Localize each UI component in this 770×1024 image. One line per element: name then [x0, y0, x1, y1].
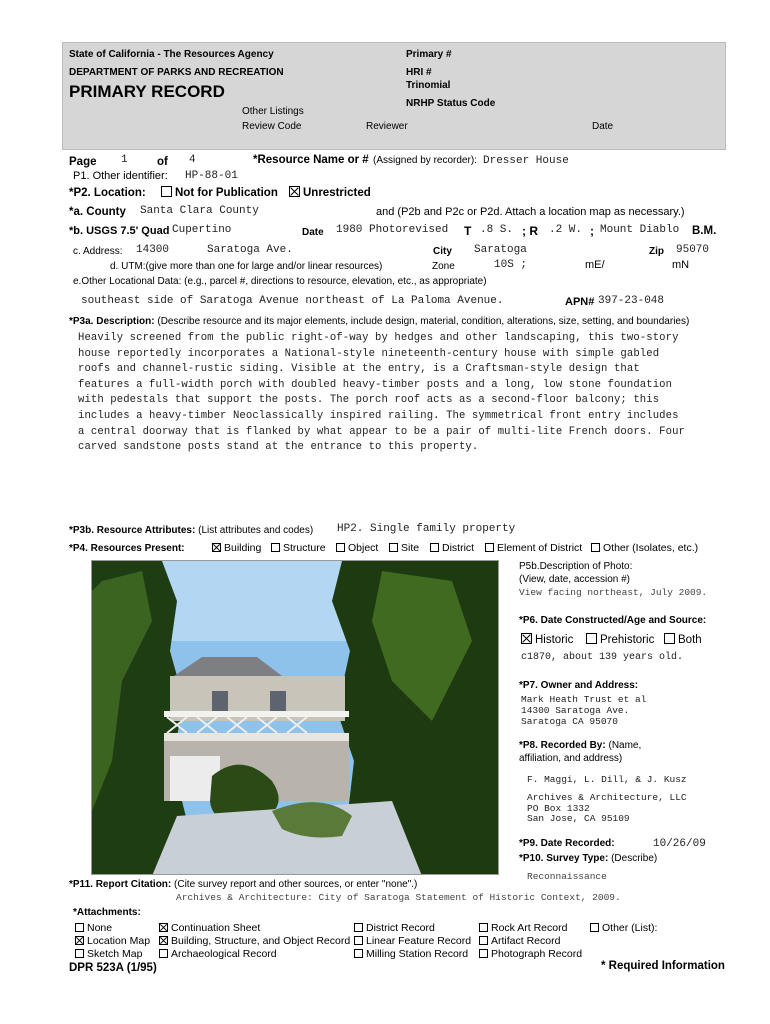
both-checkbox[interactable]	[664, 633, 675, 644]
resource-structure-option[interactable]	[271, 542, 326, 554]
historic-option[interactable]	[521, 633, 573, 646]
survey-type-label: *P10. Survey Type:	[519, 853, 609, 864]
attach-milling-text: Milling Station Record	[366, 948, 469, 960]
attach-district-record-option[interactable]	[354, 922, 435, 934]
owner-label: *P7. Owner and Address:	[519, 680, 639, 691]
page-of-label: of	[157, 156, 168, 168]
attach-archaeological-text: Archaeological Record	[171, 948, 277, 960]
quad-date-value: 1980 Photorevised	[336, 224, 449, 236]
attach-linear-feature-text: Linear Feature Record	[366, 935, 472, 947]
resource-other-checkbox[interactable]	[591, 543, 600, 552]
resource-element-option[interactable]	[485, 542, 582, 554]
township-label: T	[464, 224, 472, 238]
attach-sketch-map-option[interactable]	[75, 948, 142, 960]
other-locational-value: southeast side of Saratoga Avenue northeast of La Paloma Avenue.	[81, 295, 504, 307]
usgs-quad-label: *b. USGS 7.5' Quad	[69, 225, 170, 237]
prehistoric-text: Prehistoric	[600, 634, 655, 646]
zip-label: Zip	[649, 246, 664, 257]
page-label: Page	[69, 156, 97, 168]
date-constructed-value: c1870, about 139 years old.	[521, 652, 684, 663]
range-label: ; R	[522, 224, 538, 238]
primary-label: Primary #	[406, 49, 452, 60]
attach-continuation-text: Continuation Sheet	[171, 922, 261, 934]
attach-linear-feature-checkbox[interactable]	[354, 936, 363, 945]
attach-location-map-text: Location Map	[87, 935, 151, 947]
attach-milling-checkbox[interactable]	[354, 949, 363, 958]
attach-artifact-text: Artifact Record	[491, 935, 561, 947]
report-citation-value: Archives & Architecture: City of Saratoga Statement of Historic Context, 2009.	[176, 892, 621, 903]
attach-location-map-option[interactable]	[75, 935, 150, 947]
attach-archaeological-option[interactable]	[159, 948, 277, 960]
city-value: Saratoga	[474, 244, 527, 256]
report-citation-heading	[69, 879, 417, 890]
trinomial-label: Trinomial	[406, 80, 451, 91]
recorded-by-names: F. Maggi, L. Dill, & J. Kusz	[527, 774, 687, 785]
recorded-by-heading	[519, 740, 641, 751]
attach-artifact-option[interactable]	[479, 935, 560, 947]
report-citation-label: *P11. Report Citation:	[69, 879, 172, 890]
meridian-value: Mount Diablo	[600, 224, 680, 236]
not-for-publication-text: Not for Publication	[175, 187, 278, 199]
attach-district-record-checkbox[interactable]	[354, 923, 363, 932]
p2-instruction: and (P2b and P2c or P2d. Attach a location map as necessary.)	[376, 206, 685, 218]
recorder-org-line-1: Archives & Architecture, LLC	[527, 792, 687, 803]
attach-artifact-checkbox[interactable]	[479, 936, 488, 945]
other-locational-label: e.Other Locational Data: (e.g., parcel #, directions to resource, elevation, etc., as appropriate)	[73, 276, 487, 287]
resource-other-option[interactable]	[591, 542, 698, 554]
attach-other-option[interactable]	[590, 922, 657, 934]
zip-value: 95070	[676, 244, 710, 256]
both-option[interactable]	[664, 633, 702, 646]
attach-other-text: Other (List):	[602, 922, 658, 934]
quad-date-label: Date	[302, 227, 324, 238]
attributes-hint: (List attributes and codes)	[198, 525, 314, 536]
county-label: *a. County	[69, 206, 126, 218]
photo-desc-label: P5b.Description of Photo:	[519, 561, 633, 572]
recorded-by-label: *P8. Recorded By:	[519, 740, 606, 751]
county-value: Santa Clara County	[140, 205, 259, 217]
location-label: *P2. Location:	[69, 187, 146, 199]
zone-value: 10S ;	[494, 259, 528, 271]
address-label: c. Address:	[73, 246, 123, 257]
survey-type-heading	[519, 853, 657, 864]
zone-label: Zone	[432, 261, 455, 272]
attach-rock-art-option[interactable]	[479, 922, 567, 934]
resource-object-checkbox[interactable]	[336, 543, 345, 552]
attach-none-option[interactable]	[75, 922, 112, 934]
date-recorded-value: 10/26/09	[653, 838, 706, 850]
attributes-heading	[69, 525, 313, 536]
resource-structure-text: Structure	[283, 542, 326, 554]
attach-location-map-checkbox[interactable]	[75, 936, 84, 945]
not-for-publication-checkbox[interactable]	[161, 186, 172, 197]
attach-building-record-checkbox[interactable]	[159, 936, 168, 945]
resource-name-value: Dresser House	[483, 155, 569, 167]
photo-desc-hint: (View, date, accession #)	[519, 574, 630, 585]
survey-type-value: Reconnaissance	[527, 871, 607, 882]
attach-continuation-option[interactable]	[159, 922, 260, 934]
description-text: Heavily screened from the public right-of-way by hedges and other landscaping, this two-story house reportedly incorporates a National-style nineteenth-century house with simple gabled roofs and channel-rustic siding. Visible at the entry, is a Craftsman-style design that features a full-width porch with doubled heavy-timber posts and a long, low stone foundation with pedestals that support the posts. The porch roof acts as a second-floor balcony; this includes a heavy-timber Neoclassically inspired railing. The symmetrical front entry includes a central doorway that is flanked by what appear to be a pair of multi-lite French doors. Four carved sandstone posts stand at the entrance to this property.	[78, 332, 685, 454]
resources-present-label: *P4. Resources Present:	[69, 543, 185, 554]
porch-roof	[164, 733, 349, 741]
reviewer-label: Reviewer	[366, 121, 408, 132]
resource-structure-checkbox[interactable]	[271, 543, 280, 552]
description-label: *P3a. Description:	[69, 316, 155, 327]
mn-label: mN	[672, 259, 690, 271]
other-identifier-label: P1. Other identifier:	[73, 170, 168, 182]
attach-photograph-option[interactable]	[479, 948, 582, 960]
form-id: DPR 523A (1/95)	[69, 962, 157, 974]
required-note: * Required Information	[601, 960, 725, 972]
apn-label: APN#	[565, 296, 595, 308]
attach-other-checkbox[interactable]	[590, 923, 599, 932]
apn-value: 397-23-048	[598, 295, 665, 307]
attach-rock-art-checkbox[interactable]	[479, 923, 488, 932]
township-value: .8 S.	[480, 224, 514, 236]
nrhp-label: NRHP Status Code	[406, 98, 496, 109]
historic-checkbox[interactable]	[521, 633, 532, 644]
attachments-label: *Attachments:	[73, 907, 141, 918]
range-value: .2 W.	[549, 224, 583, 236]
attach-linear-feature-option[interactable]	[354, 935, 471, 947]
attach-district-record-text: District Record	[366, 922, 435, 934]
attach-none-text: None	[87, 922, 113, 934]
resource-site-checkbox[interactable]	[389, 543, 398, 552]
assigned-by-label: (Assigned by recorder):	[373, 155, 477, 166]
attributes-value: HP2. Single family property	[337, 523, 516, 535]
resource-object-option[interactable]	[336, 542, 378, 554]
other-listings-label: Other Listings	[242, 106, 304, 117]
resource-building-checkbox[interactable]	[212, 543, 221, 552]
house-window-right	[270, 691, 286, 711]
hri-label: HRI #	[406, 67, 432, 78]
house-window-left	[212, 691, 228, 711]
owner-line-3: Saratoga CA 95070	[521, 716, 618, 727]
usgs-quad-value: Cupertino	[172, 224, 232, 236]
date-constructed-label: *P6. Date Constructed/Age and Source:	[519, 615, 707, 626]
page-title: PRIMARY RECORD	[69, 82, 225, 101]
recorder-org-line-2: PO Box 1332	[527, 802, 590, 814]
resource-element-checkbox[interactable]	[485, 543, 494, 552]
resource-building-text: Building	[224, 542, 262, 554]
owner-address	[521, 694, 646, 727]
owner-line-2: 14300 Saratoga Ave.	[521, 705, 630, 716]
bm-label: B.M.	[692, 225, 717, 237]
photo-desc-value: View facing northeast, July 2009.	[519, 587, 708, 598]
attach-sketch-map-checkbox[interactable]	[75, 949, 84, 958]
page-number: 1	[121, 154, 128, 166]
both-text: Both	[678, 634, 702, 646]
resource-other-text: Other (Isolates, etc.)	[603, 542, 699, 554]
attach-archaeological-checkbox[interactable]	[159, 949, 168, 958]
page-total: 4	[189, 154, 196, 166]
resource-district-option[interactable]	[430, 542, 474, 554]
survey-type-hint: (Describe)	[611, 853, 658, 864]
resource-district-checkbox[interactable]	[430, 543, 439, 552]
description-heading	[69, 316, 689, 327]
report-citation-hint: (Cite survey report and other sources, or enter "none".)	[174, 879, 418, 890]
not-for-publication-option[interactable]	[161, 186, 278, 199]
attach-sketch-map-text: Sketch Map	[87, 948, 143, 960]
attach-milling-option[interactable]	[354, 948, 468, 960]
recorded-by-hint: (Name,	[608, 740, 642, 751]
description-hint: (Describe resource and its major elements, include design, material, condition, alterations, size, setting, and boundaries)	[157, 316, 690, 327]
resource-element-text: Element of District	[497, 542, 583, 554]
agency-name: State of California - The Resources Agency	[69, 49, 274, 60]
unrestricted-checkbox[interactable]	[289, 186, 300, 197]
resource-name-label: *Resource Name or #	[253, 154, 369, 166]
property-photo	[91, 560, 499, 875]
owner-line-1: Mark Heath Trust et al	[521, 694, 647, 705]
resource-site-option[interactable]	[389, 542, 419, 554]
resource-site-text: Site	[401, 542, 420, 554]
attach-none-checkbox[interactable]	[75, 923, 84, 932]
attributes-label: *P3b. Resource Attributes:	[69, 525, 196, 536]
balcony-rail-top	[164, 711, 349, 717]
attach-rock-art-text: Rock Art Record	[491, 922, 568, 934]
historic-text: Historic	[535, 634, 574, 646]
meridian-separator: ;	[590, 224, 594, 238]
utm-label: d. UTM:(give more than one for large and/or linear resources)	[110, 261, 383, 272]
attach-building-record-text: Building, Structure, and Object Record	[171, 935, 351, 947]
other-identifier-value: HP-88-01	[185, 170, 238, 182]
resource-object-text: Object	[348, 542, 379, 554]
attach-photograph-text: Photograph Record	[491, 948, 583, 960]
address-number: 14300	[136, 244, 170, 256]
unrestricted-option[interactable]	[289, 186, 371, 199]
recorder-org-line-3: San Jose, CA 95109	[527, 813, 630, 824]
me-label: mE/	[585, 259, 605, 271]
department-name: DEPARTMENT OF PARKS AND RECREATION	[69, 67, 284, 78]
resource-building-option[interactable]	[212, 542, 261, 554]
recorded-by-hint-2: affiliation, and address)	[519, 753, 623, 764]
review-code-label: Review Code	[242, 121, 302, 132]
review-date-label: Date	[592, 121, 614, 132]
unrestricted-text: Unrestricted	[303, 187, 371, 199]
attach-building-record-option[interactable]	[159, 935, 350, 947]
prehistoric-option[interactable]	[586, 633, 654, 646]
prehistoric-checkbox[interactable]	[586, 633, 597, 644]
address-street: Saratoga Ave.	[207, 244, 293, 256]
city-label: City	[433, 246, 452, 257]
attach-photograph-checkbox[interactable]	[479, 949, 488, 958]
property-photo-illustration	[92, 561, 499, 875]
resource-district-text: District	[442, 542, 475, 554]
date-recorded-label: *P9. Date Recorded:	[519, 838, 615, 849]
attach-continuation-checkbox[interactable]	[159, 923, 168, 932]
recorded-by-address	[527, 793, 687, 825]
